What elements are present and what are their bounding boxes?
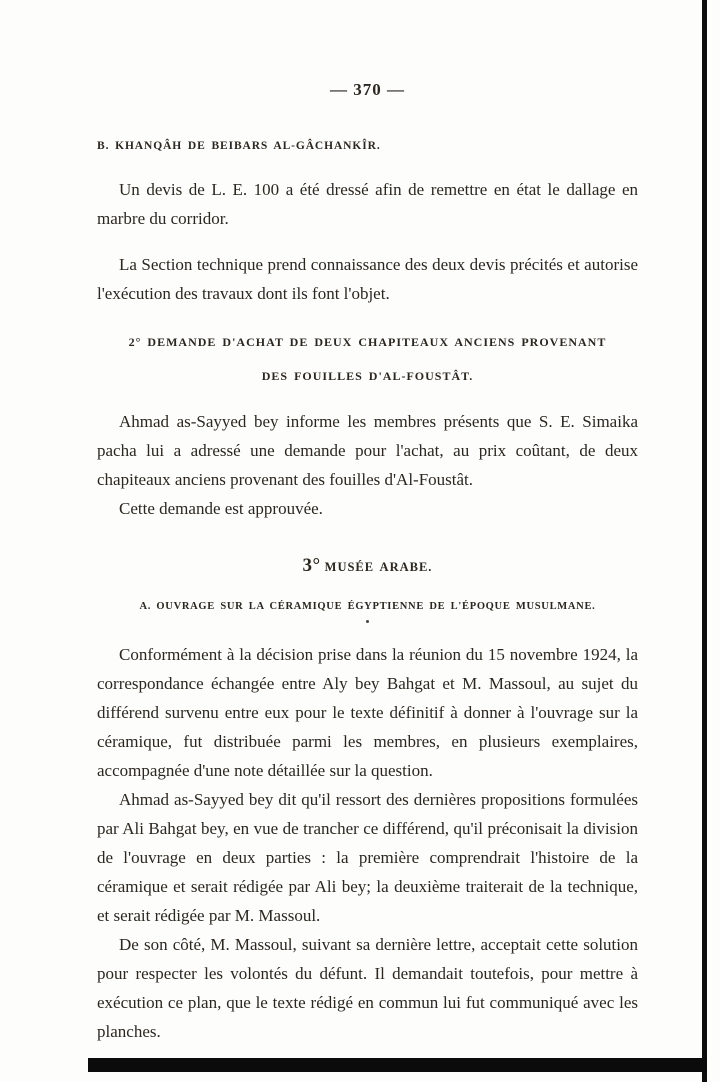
section-heading-b-khanqah: B. KHANQÂH DE BEIBARS AL-GÂCHANKÎR. (97, 140, 381, 152)
paragraph-devis: Un devis de L. E. 100 a été dressé afin de remettre en état le dallage en marbre du corridor. (97, 180, 638, 228)
section-heading-a-ouvrage-ceramique: A. OUVRAGE SUR LA CÉRAMIQUE ÉGYPTIENNE DE L'ÉPOQUE MUSULMANE. (139, 601, 596, 612)
scan-edge-right-artifact (702, 0, 707, 1082)
paragraph-ahmad-dit: Ahmad as-Sayyed bey dit qu'il ressort des dernières propositions formulées par Ali Bahgat bey, en vue de trancher ce différend, qu'il préconisait la division de l'ouvrage en deux parties : la première comprendrait l'histoire de la céramique et serait rédigée par Ali bey; la deuxième traiterait de la technique, et serait rédigée par M. Massoul. (97, 790, 638, 925)
paragraph-ahmad-informe: Ahmad as-Sayyed bey informe les membres présents que S. E. Simaika pacha lui a adressé une demande pour l'achat, au prix coûtant, de deux chapiteaux anciens provenant des fouilles d'Al-Foustât. (97, 412, 638, 489)
section-heading-3-musee-arabe (97, 555, 638, 577)
section-heading-2-demande-achat-line1: 2° DEMANDE D'ACHAT DE DEUX CHAPITEAUX ANCIENS PROVENANT (128, 335, 607, 349)
paragraph-section-technique: La Section technique prend connaissance des deux devis précités et autorise l'exécution des travaux dont ils font l'objet. (97, 255, 638, 303)
page-text-column (97, 0, 638, 1046)
paragraph-conformement: Conformément à la décision prise dans la réunion du 15 novembre 1924, la correspondance échangée entre Aly bey Bahgat et M. Massoul, au sujet du différend survenu entre eux pour le texte définitif à donner à l'ouvrage sur la céramique, fut distribuée parmi les membres, en plusieurs exemplaires, accompagnée d'une note détaillée sur la question. (97, 645, 638, 780)
section-heading-3-label: MUSÉE ARABE. (324, 560, 433, 574)
paragraph-de-son-cote: De son côté, M. Massoul, suivant sa dernière lettre, acceptait cette solution pour respecter les volontés du défunt. Il demandait toutefois, pour mettre à exécution ce plan, que le texte rédigé en commun lui fut communiqué avec les planches. (97, 935, 638, 1041)
scan-edge-bottom-artifact (88, 1058, 707, 1072)
section-heading-2-demande-achat-line2: DES FOUILLES D'AL-FOUSTÂT. (261, 369, 474, 383)
ink-dot-artifact (366, 620, 369, 623)
page-number: — 370 — (330, 80, 405, 99)
section-heading-3-number: 3° (302, 555, 321, 576)
paragraph-demande-approuvee: Cette demande est approuvée. (119, 499, 323, 518)
